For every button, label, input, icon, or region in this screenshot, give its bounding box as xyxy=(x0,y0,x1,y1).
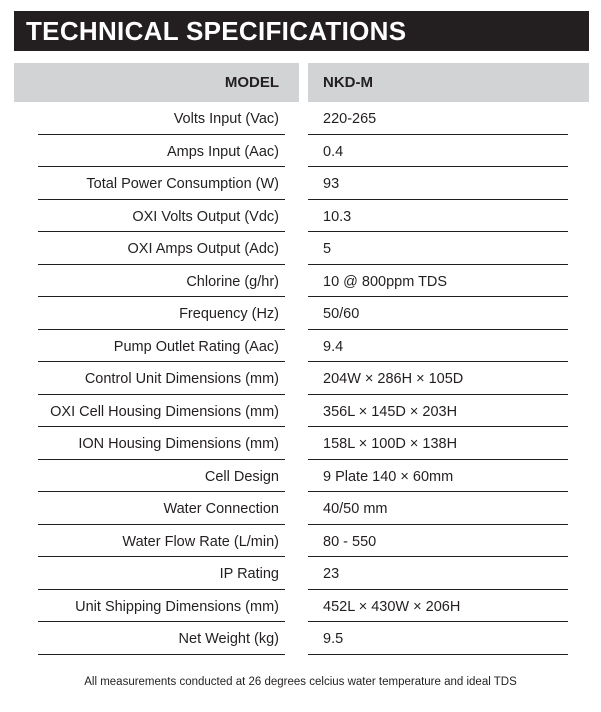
table-row xyxy=(0,232,601,265)
table-row xyxy=(0,362,601,395)
spec-label: Volts Input (Vac) xyxy=(38,102,285,135)
spec-value: 9 Plate 140 × 60mm xyxy=(308,460,568,493)
spec-label: ION Housing Dimensions (mm) xyxy=(38,427,285,460)
table-row xyxy=(0,557,601,590)
spec-label: Net Weight (kg) xyxy=(38,622,285,655)
table-row xyxy=(0,200,601,233)
spec-label: IP Rating xyxy=(38,557,285,590)
spec-value: 158L × 100D × 138H xyxy=(308,427,568,460)
spec-value: 93 xyxy=(308,167,568,200)
table-row xyxy=(0,102,601,135)
spec-value: 452L × 430W × 206H xyxy=(308,590,568,623)
table-row xyxy=(0,427,601,460)
spec-label: Control Unit Dimensions (mm) xyxy=(38,362,285,395)
spec-value: 5 xyxy=(308,232,568,265)
spec-table-body xyxy=(0,102,601,655)
table-row xyxy=(0,167,601,200)
spec-value: 40/50 mm xyxy=(308,492,568,525)
spec-label: Amps Input (Aac) xyxy=(38,135,285,168)
footnote: All measurements conducted at 26 degrees celcius water temperature and ideal TDS xyxy=(84,676,517,688)
table-row xyxy=(0,330,601,363)
spec-value: 50/60 xyxy=(308,297,568,330)
spec-label: Cell Design xyxy=(38,460,285,493)
spec-label: OXI Volts Output (Vdc) xyxy=(38,200,285,233)
spec-label: Chlorine (g/hr) xyxy=(38,265,285,298)
spec-value: 80 - 550 xyxy=(308,525,568,558)
table-row xyxy=(0,525,601,558)
spec-label: Water Connection xyxy=(38,492,285,525)
spec-value: 9.5 xyxy=(308,622,568,655)
spec-label: OXI Amps Output (Adc) xyxy=(38,232,285,265)
spec-label: Total Power Consumption (W) xyxy=(38,167,285,200)
spec-label: Pump Outlet Rating (Aac) xyxy=(38,330,285,363)
spec-label: Water Flow Rate (L/min) xyxy=(38,525,285,558)
spec-value: 356L × 145D × 203H xyxy=(308,395,568,428)
spec-table-header xyxy=(14,63,589,102)
spec-label: OXI Cell Housing Dimensions (mm) xyxy=(38,395,285,428)
table-row xyxy=(0,460,601,493)
page-title: TECHNICAL SPECIFICATIONS xyxy=(14,11,589,51)
table-row xyxy=(0,590,601,623)
header-model-label: MODEL xyxy=(14,63,299,102)
spec-label: Frequency (Hz) xyxy=(38,297,285,330)
spec-value: 10.3 xyxy=(308,200,568,233)
spec-label: Unit Shipping Dimensions (mm) xyxy=(38,590,285,623)
table-row xyxy=(0,265,601,298)
header-model-value: NKD-M xyxy=(308,63,589,102)
table-row xyxy=(0,622,601,655)
spec-value: 9.4 xyxy=(308,330,568,363)
spec-value: 0.4 xyxy=(308,135,568,168)
table-row xyxy=(0,297,601,330)
table-row xyxy=(0,395,601,428)
spec-value: 23 xyxy=(308,557,568,590)
table-row xyxy=(0,492,601,525)
spec-value: 204W × 286H × 105D xyxy=(308,362,568,395)
spec-value: 10 @ 800ppm TDS xyxy=(308,265,568,298)
table-row xyxy=(0,135,601,168)
spec-value: 220-265 xyxy=(308,102,568,135)
